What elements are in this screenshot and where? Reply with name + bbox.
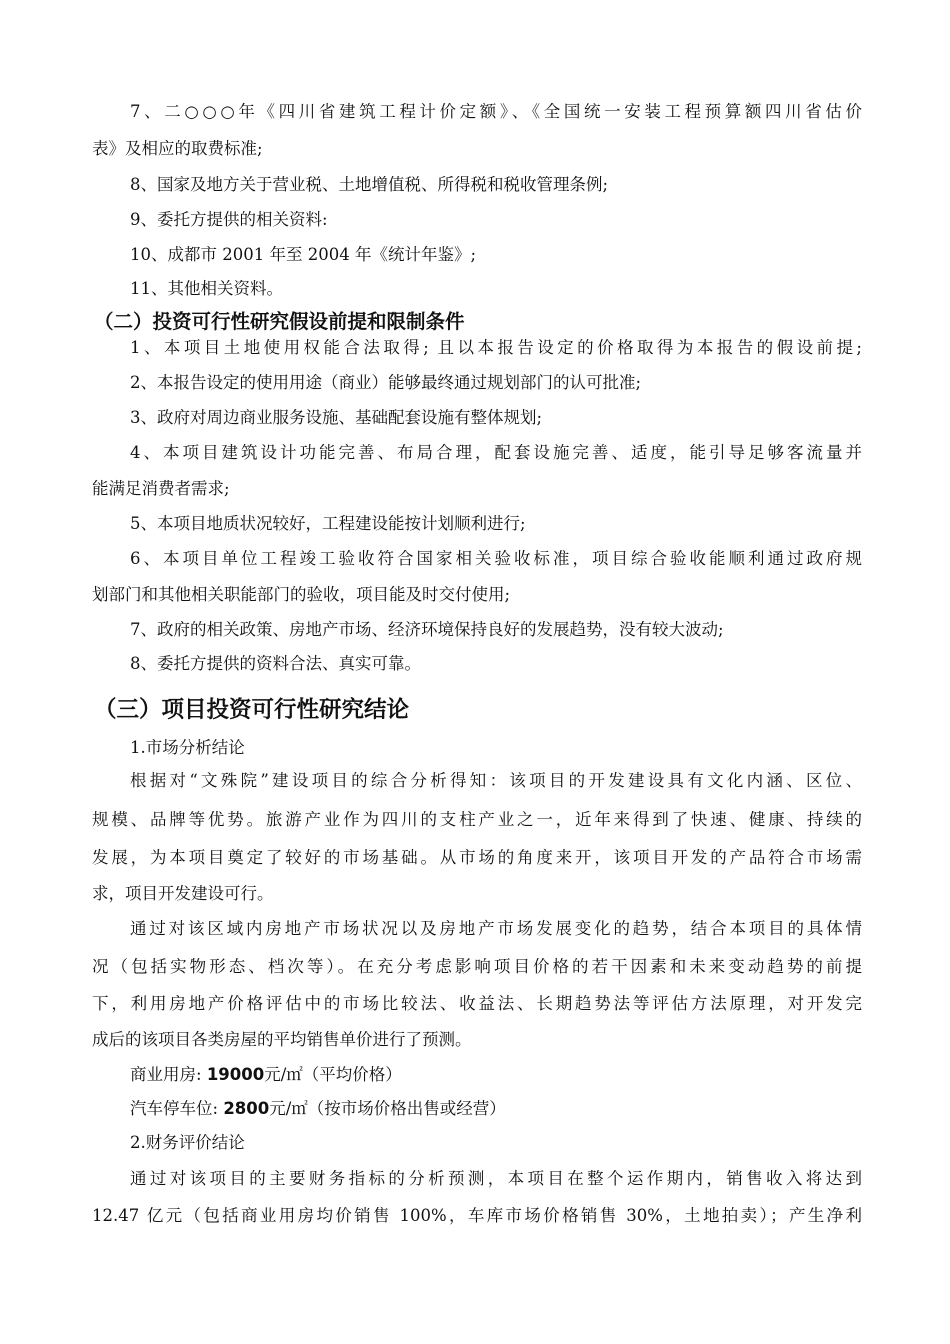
assumption-item-1: 1、本项目土地使用权能合法取得; 且以本报告设定的价格取得为本报告的假设前提;	[130, 338, 862, 357]
commercial-price-label: 商业用房:	[130, 1065, 202, 1084]
assumption-item-2: 2、本报告设定的使用用途（商业）能够最终通过规划部门的认可批准;	[130, 373, 642, 392]
assumption-item-4-line1: 4、本项目建筑设计功能完善、布局合理，配套设施完善、适度，能引导足够客流量并	[130, 443, 862, 462]
price-para-line1: 通过对该区域内房地产市场状况以及房地产市场发展变化的趋势，结合本项目的具体情	[130, 919, 862, 938]
market-para-line1: 根据对“文殊院”建设项目的综合分析得知：该项目的开发建设具有文化内涵、区位、	[130, 771, 862, 790]
financial-para-line2: 12.47 亿元（包括商业用房均价销售 100%，车库市场价格销售 30%，土地拍卖）；产生净利	[92, 1206, 862, 1225]
basis-item-8: 8、国家及地方关于营业税、土地增值税、所得税和税收管理条例;	[130, 175, 609, 194]
financial-evaluation-title: 2.财务评价结论	[130, 1133, 245, 1152]
market-para-line3: 发展，为本项目奠定了较好的市场基础。从市场的角度来开，该项目开发的产品符合市场需	[92, 848, 862, 867]
commercial-price-unit: 元/㎡（平均价格）	[264, 1065, 402, 1084]
price-para-line3: 下，利用房地产价格评估中的市场比较法、收益法、长期趋势法等评估方法原理，对开发完	[92, 994, 862, 1013]
assumption-item-8: 8、委托方提供的资料合法、真实可靠。	[130, 654, 421, 673]
basis-item-9: 9、委托方提供的相关资料:	[130, 210, 328, 229]
assumption-item-6-line1: 6、本项目单位工程竣工验收符合国家相关验收标准，项目综合验收能顺利通过政府规	[130, 549, 862, 568]
assumption-item-7: 7、政府的相关政策、房地产市场、经济环境保持良好的发展趋势，没有较大波动;	[130, 620, 724, 639]
section-3-heading: （三）项目投资可行性研究结论	[94, 697, 410, 723]
commercial-price-line	[130, 1065, 862, 1085]
assumption-item-4-line2: 能满足消费者需求;	[92, 479, 230, 498]
parking-price-line	[130, 1099, 862, 1119]
financial-para-line1: 通过对该项目的主要财务指标的分析预测，本项目在整个运作期内，销售收入将达到	[130, 1169, 862, 1188]
commercial-price-value: 19000	[206, 1065, 265, 1084]
parking-price-unit: 元/㎡（按市场价格出售或经营）	[269, 1099, 506, 1118]
price-para-line2: 况（包括实物形态、档次等）。在充分考虑影响项目价格的若干因素和未来变动趋势的前提	[92, 957, 862, 976]
assumption-item-6-line2: 划部门和其他相关职能部门的验收，项目能及时交付使用;	[92, 585, 511, 604]
market-analysis-title: 1.市场分析结论	[130, 738, 245, 757]
section-2-heading: （二）投资可行性研究假设前提和限制条件	[94, 310, 465, 333]
market-para-line4: 求，项目开发建设可行。	[92, 884, 274, 903]
assumption-item-3: 3、政府对周边商业服务设施、基础配套设施有整体规划;	[130, 408, 543, 427]
assumption-item-5: 5、本项目地质状况较好，工程建设能按计划顺利进行;	[130, 514, 526, 533]
market-para-line2: 规模、品牌等优势。旅游产业作为四川的支柱产业之一，近年来得到了快速、健康、持续的	[92, 810, 862, 829]
price-para-line4: 成后的该项目各类房屋的平均销售单价进行了预测。	[92, 1030, 472, 1049]
parking-price-label: 汽车停车位:	[130, 1099, 219, 1118]
basis-item-7-line2: 表》及相应的取费标准;	[92, 139, 263, 158]
basis-item-10: 10、成都市 2001 年至 2004 年《统计年鉴》;	[130, 245, 477, 264]
basis-item-11: 11、其他相关资料。	[130, 279, 283, 298]
parking-price-value: 2800	[223, 1099, 270, 1118]
basis-item-7-line1: 7、二○○○年《四川省建筑工程计价定额》、《全国统一安装工程预算额四川省估价	[130, 102, 862, 121]
